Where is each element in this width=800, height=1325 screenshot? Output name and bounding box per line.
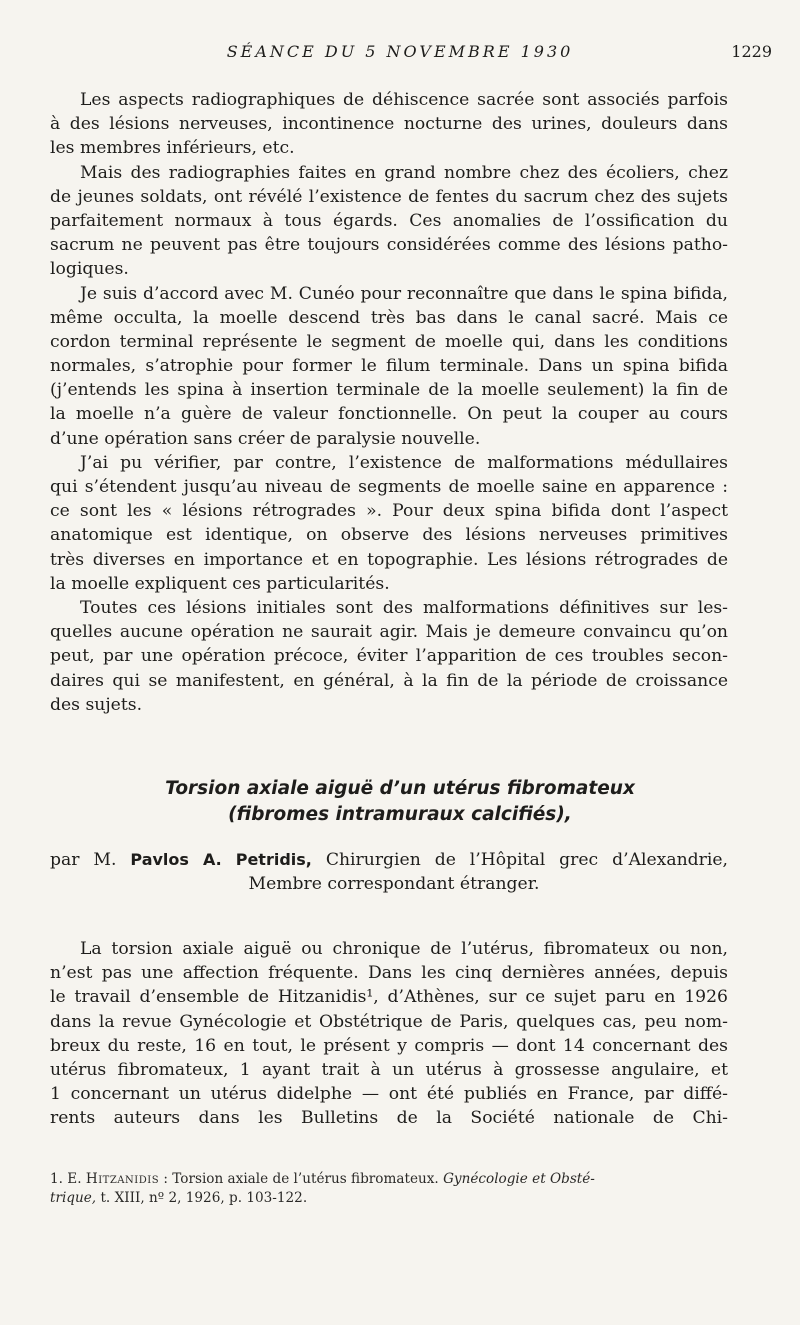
- text-line: quelles aucune opération ne saurait agir. Mais je demeure convaincu qu’on: [50, 622, 728, 643]
- byline: [50, 848, 728, 896]
- article-title-line-1: Torsion axiale aiguë d’un utérus fibromateux: [165, 778, 635, 799]
- running-title: SÉANCE DU 5 NOVEMBRE 1930: [226, 42, 574, 61]
- byline-line-1: [50, 848, 728, 872]
- text-line: 1 concernant un utérus didelphe — ont été publiés en France, par diffé-: [50, 1084, 728, 1105]
- text-line: cordon terminal représente le segment de moelle qui, dans les conditions: [50, 331, 728, 352]
- article-title-line-2: (fibromes intramuraux calcifiés),: [228, 804, 572, 825]
- text-line: utérus fibromateux, 1 ayant trait à un utérus à grossesse angulaire, et: [50, 1059, 728, 1080]
- text-line: la moelle expliquent ces particularités.: [50, 573, 390, 594]
- text-line: parfaitement normaux à tous égards. Ces anomalies de l’ossification du: [50, 210, 728, 231]
- text-line: très diverses en importance et en topographie. Les lésions rétrogrades de: [50, 549, 728, 570]
- author-affiliation: Chirurgien de l’Hôpital grec d’Alexandrie,: [325, 850, 729, 870]
- page-number: 1229: [731, 42, 772, 61]
- text-line: Je suis d’accord avec M. Cunéo pour reconnaître que dans le spina bifida,: [80, 283, 728, 304]
- article-title: [0, 776, 800, 828]
- byline-prefix: par M.: [50, 850, 117, 870]
- footnote-reference: t. XIII, nº 2, 1926, p. 103-122.: [100, 1190, 308, 1206]
- text-line: logiques.: [50, 259, 129, 280]
- footnote-journal-continued: trique,: [50, 1190, 97, 1206]
- text-line: même occulta, la moelle descend très bas dans le canal sacré. Mais ce: [50, 307, 728, 328]
- author-name: Pavlos A. Petridis,: [130, 850, 312, 869]
- text-line: sacrum ne peuvent pas être toujours considérées comme des lésions patho-: [50, 235, 728, 256]
- text-line: peut, par une opération précoce, éviter l’apparition de ces troubles secon-: [50, 646, 728, 667]
- running-header: [0, 42, 800, 66]
- text-line: ce sont les « lésions rétrogrades ». Pour deux spina bifida dont l’aspect: [50, 501, 728, 522]
- text-line: rents auteurs dans les Bulletins de la Société nationale de Chi-: [50, 1108, 728, 1129]
- text-line: n’est pas une affection fréquente. Dans les cinq dernières années, depuis: [50, 963, 728, 984]
- text-line: le travail d’ensemble de Hitzanidis¹, d’Athènes, sur ce sujet paru en 1926: [50, 987, 728, 1008]
- text-line: anatomique est identique, on observe des lésions nerveuses primitives: [50, 525, 728, 546]
- text-line: Mais des radiographies faites en grand nombre chez des écoliers, chez: [80, 162, 728, 183]
- text-line: breux du reste, 16 en tout, le présent y compris — dont 14 concernant des: [50, 1035, 728, 1056]
- text-line: la moelle n’a guère de valeur fonctionnelle. On peut la couper au cours: [50, 404, 728, 425]
- text-line: qui s’étendent jusqu’au niveau de segments de moelle saine en apparence :: [50, 477, 728, 497]
- text-line: d’une opération sans créer de paralysie nouvelle.: [50, 428, 481, 449]
- footnote-journal: Gynécologie et Obsté-: [443, 1171, 595, 1187]
- byline-line-2: Membre correspondant étranger.: [248, 874, 540, 894]
- text-line: daires qui se manifestent, en général, à la fin de la période de croissance: [50, 670, 728, 691]
- text-line: des sujets.: [50, 694, 143, 715]
- discussion-paragraphs: [50, 88, 728, 717]
- footnote-marker: 1. E.: [50, 1171, 82, 1187]
- text-line: dans la revue Gynécologie et Obstétrique de Paris, quelques cas, peu nom-: [50, 1011, 728, 1032]
- text-line: J’ai pu vérifier, par contre, l’existence de malformations médullaires: [80, 452, 728, 473]
- text-line: à des lésions nerveuses, incontinence nocturne des urines, douleurs dans: [50, 114, 728, 135]
- text-line: Toutes ces lésions initiales sont des malformations définitives sur les-: [80, 597, 728, 618]
- text-line: Les aspects radiographiques de déhiscence sacrée sont associés parfois: [80, 90, 728, 110]
- footnote: [50, 1170, 756, 1208]
- text-line: (j’entends les spina à insertion terminale de la moelle seulement) la fin de: [50, 380, 728, 401]
- text-line: normales, s’atrophie pour former le filum terminale. Dans un spina bifida: [50, 356, 728, 377]
- footnote-line-1: [50, 1170, 756, 1189]
- text-line: La torsion axiale aiguë ou chronique de l’utérus, fibromateux ou non,: [80, 939, 728, 959]
- text-line: de jeunes soldats, ont révélé l’existence de fentes du sacrum chez des sujets: [50, 186, 728, 207]
- text-line: les membres inférieurs, etc.: [50, 138, 295, 159]
- footnote-author: Hitzanidis: [85, 1171, 160, 1187]
- article-paragraphs: [50, 937, 728, 1131]
- footnote-line-2: [50, 1189, 756, 1208]
- footnote-title: : Torsion axiale de l’utérus fibromateux.: [163, 1171, 439, 1187]
